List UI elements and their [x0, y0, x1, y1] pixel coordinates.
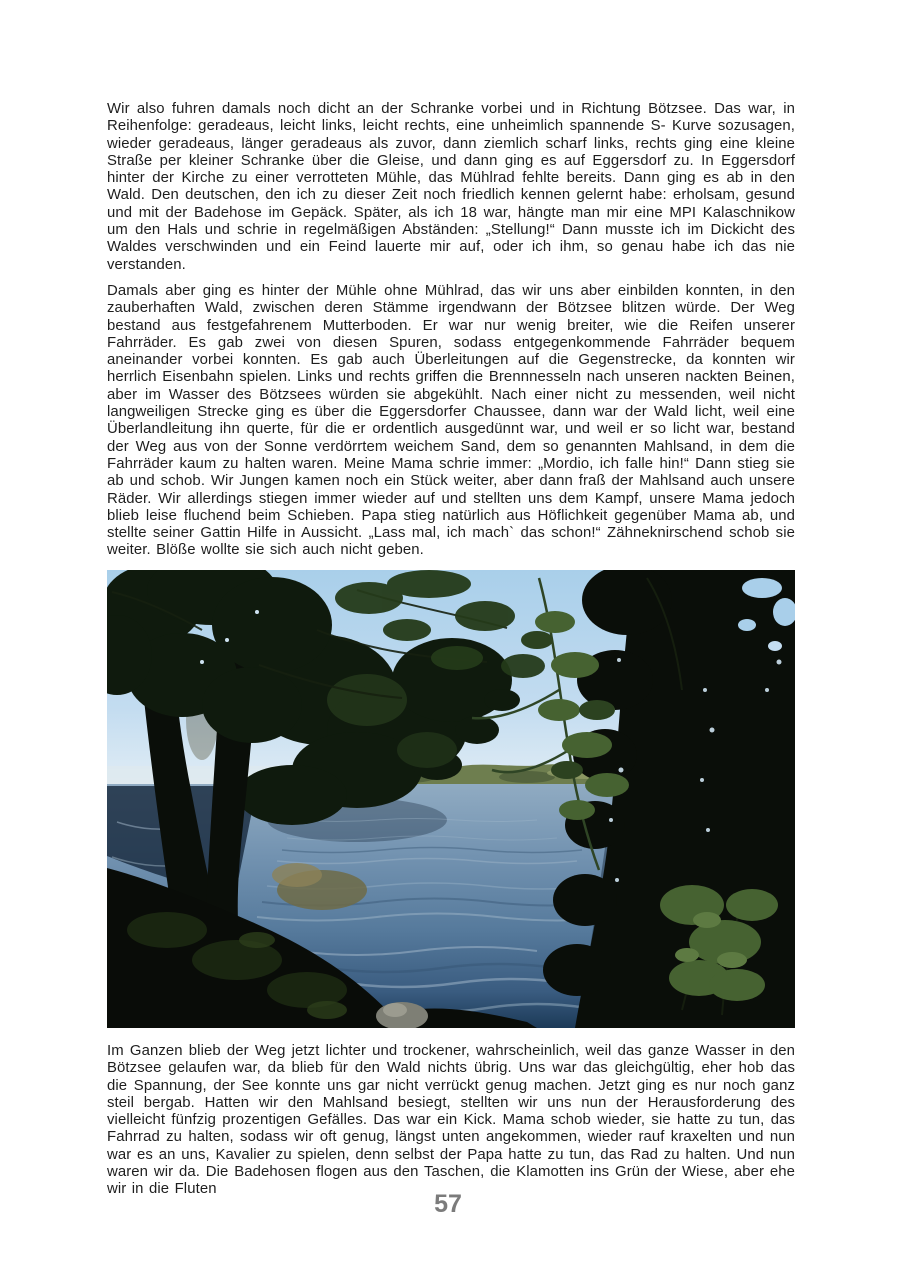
- paragraph-1: Wir also fuhren damals noch dicht an der Schranke vorbei und in Richtung Bötzsee. Das war, in Reihenfolge: geradeaus, leicht links, leicht rechts, eine unheimlich spannende S- Kurve sozusagen, wieder geradeaus, länger geradeaus als zuvor, dann ziemlich scharf links, rechts ging eine kleine Straße per kleiner Schranke über die Gleise, und dann ging es auf Eggersdorf zu. In Eggersdorf hinter der Kirche zu einer verrotteten Mühle, das Mühlrad fehlte bereits. Dann ging es ab in den Wald. Den deutschen, den ich zu dieser Zeit noch friedlich kennen gelernt habe: erholsam, gesund und mit der Badehose im Gepäck. Später, als ich 18 war, hängte man mir eine MPI Kalaschnikow um den Hals und schrie in regelmäßigen Abständen: „Stellung!“ Dann musste ich im Dickicht des Waldes verschwinden und ein Feind lauerte mir auf, oder ich ihm, so genau habe ich das nie verstanden.: [107, 101, 795, 273]
- paragraph-2: Damals aber ging es hinter der Mühle ohne Mühlrad, das wir uns aber einbilden konnten, in den zauberhaften Wald, zwischen deren Stämme irgendwann der Bötzsee blitzen würde. Der Weg bestand aus festgefahrenem Mutterboden. Er war nur wenig breiter, wie die Reifen unserer Fahrräder. Es gab zwei von diesen Spuren, sodass entgegenkommende Fahrräder bequem aneinander vorbei konnten. Es gab auch Überleitungen auf die Gegenstrecke, da konnten wir herrlich Eisenbahn spielen. Links und rechts griffen die Brennnesseln nach unseren nackten Beinen, aber im Wasser des Bötzsees würden sie abgekühlt. Nach einer nicht zu messenden, weil nicht langweiligen Strecke ging es über die Eggersdorfer Chaussee, dann war der Wald licht, weil eine Überlandleitung ihn querte, für die er ordentlich ausgedünnt war, und weil er so licht war, bestand der Weg aus von der Sonne verdörrtem weichem Sand, dem so genannten Mahlsand, in dem die Fahrräder kaum zu halten waren. Meine Mama schrie immer: „Mordio, ich falle hin!“ Dann stieg sie ab und schob. Wir Jungen kamen noch ein Stück weiter, aber dann fraß der Mahlsand auch unsere Räder. Wir allerdings stiegen immer wieder auf und stellten uns dem Kampf, unsere Mama jedoch blieb leise fluchend beim Schieben. Papa stieg natürlich aus Höflichkeit gegenüber Mama ab, und stellte seiner Gattin Hilfe in Aussicht. „Lass mal, ich mach` das schon!“ Zähneknirschend schob sie weiter. Blöße wollte sie sich auch nicht geben.: [107, 283, 795, 559]
- paragraph-3: Im Ganzen blieb der Weg jetzt lichter und trockener, wahrscheinlich, weil das ganze Wasser in den Bötzsee gelaufen war, da blieb für den Wald nichts übrig. Uns war das gleichgültig, eher hob das die Spannung, der See konnte uns gar nicht verrückt genug machen. Jetzt ging es nur noch ganz steil bergab. Hatten wir den Mahlsand besiegt, stellten wir uns nun der Herausforderung des vielleicht fünfzig prozentigen Gefälles. Das war ein Kick. Mama schob wieder, sie hatte zu tun, das Fahrrad zu halten, sodass wir oft genug, längst unten angekommen, wieder rauf kraxelten und nun war es an uns, Kavalier zu spielen, denn selbst der Papa hatte zu tun, das Rad zu halten. Und nun waren wir da. Die Badehosen flogen aus den Taschen, die Klamotten ins Grün der Wiese, aber ehe wir in die Fluten: [107, 1043, 795, 1198]
- page-number: 57: [434, 1190, 462, 1218]
- lake-photo-graphic: [107, 570, 795, 1028]
- lake-photo: [107, 570, 795, 1028]
